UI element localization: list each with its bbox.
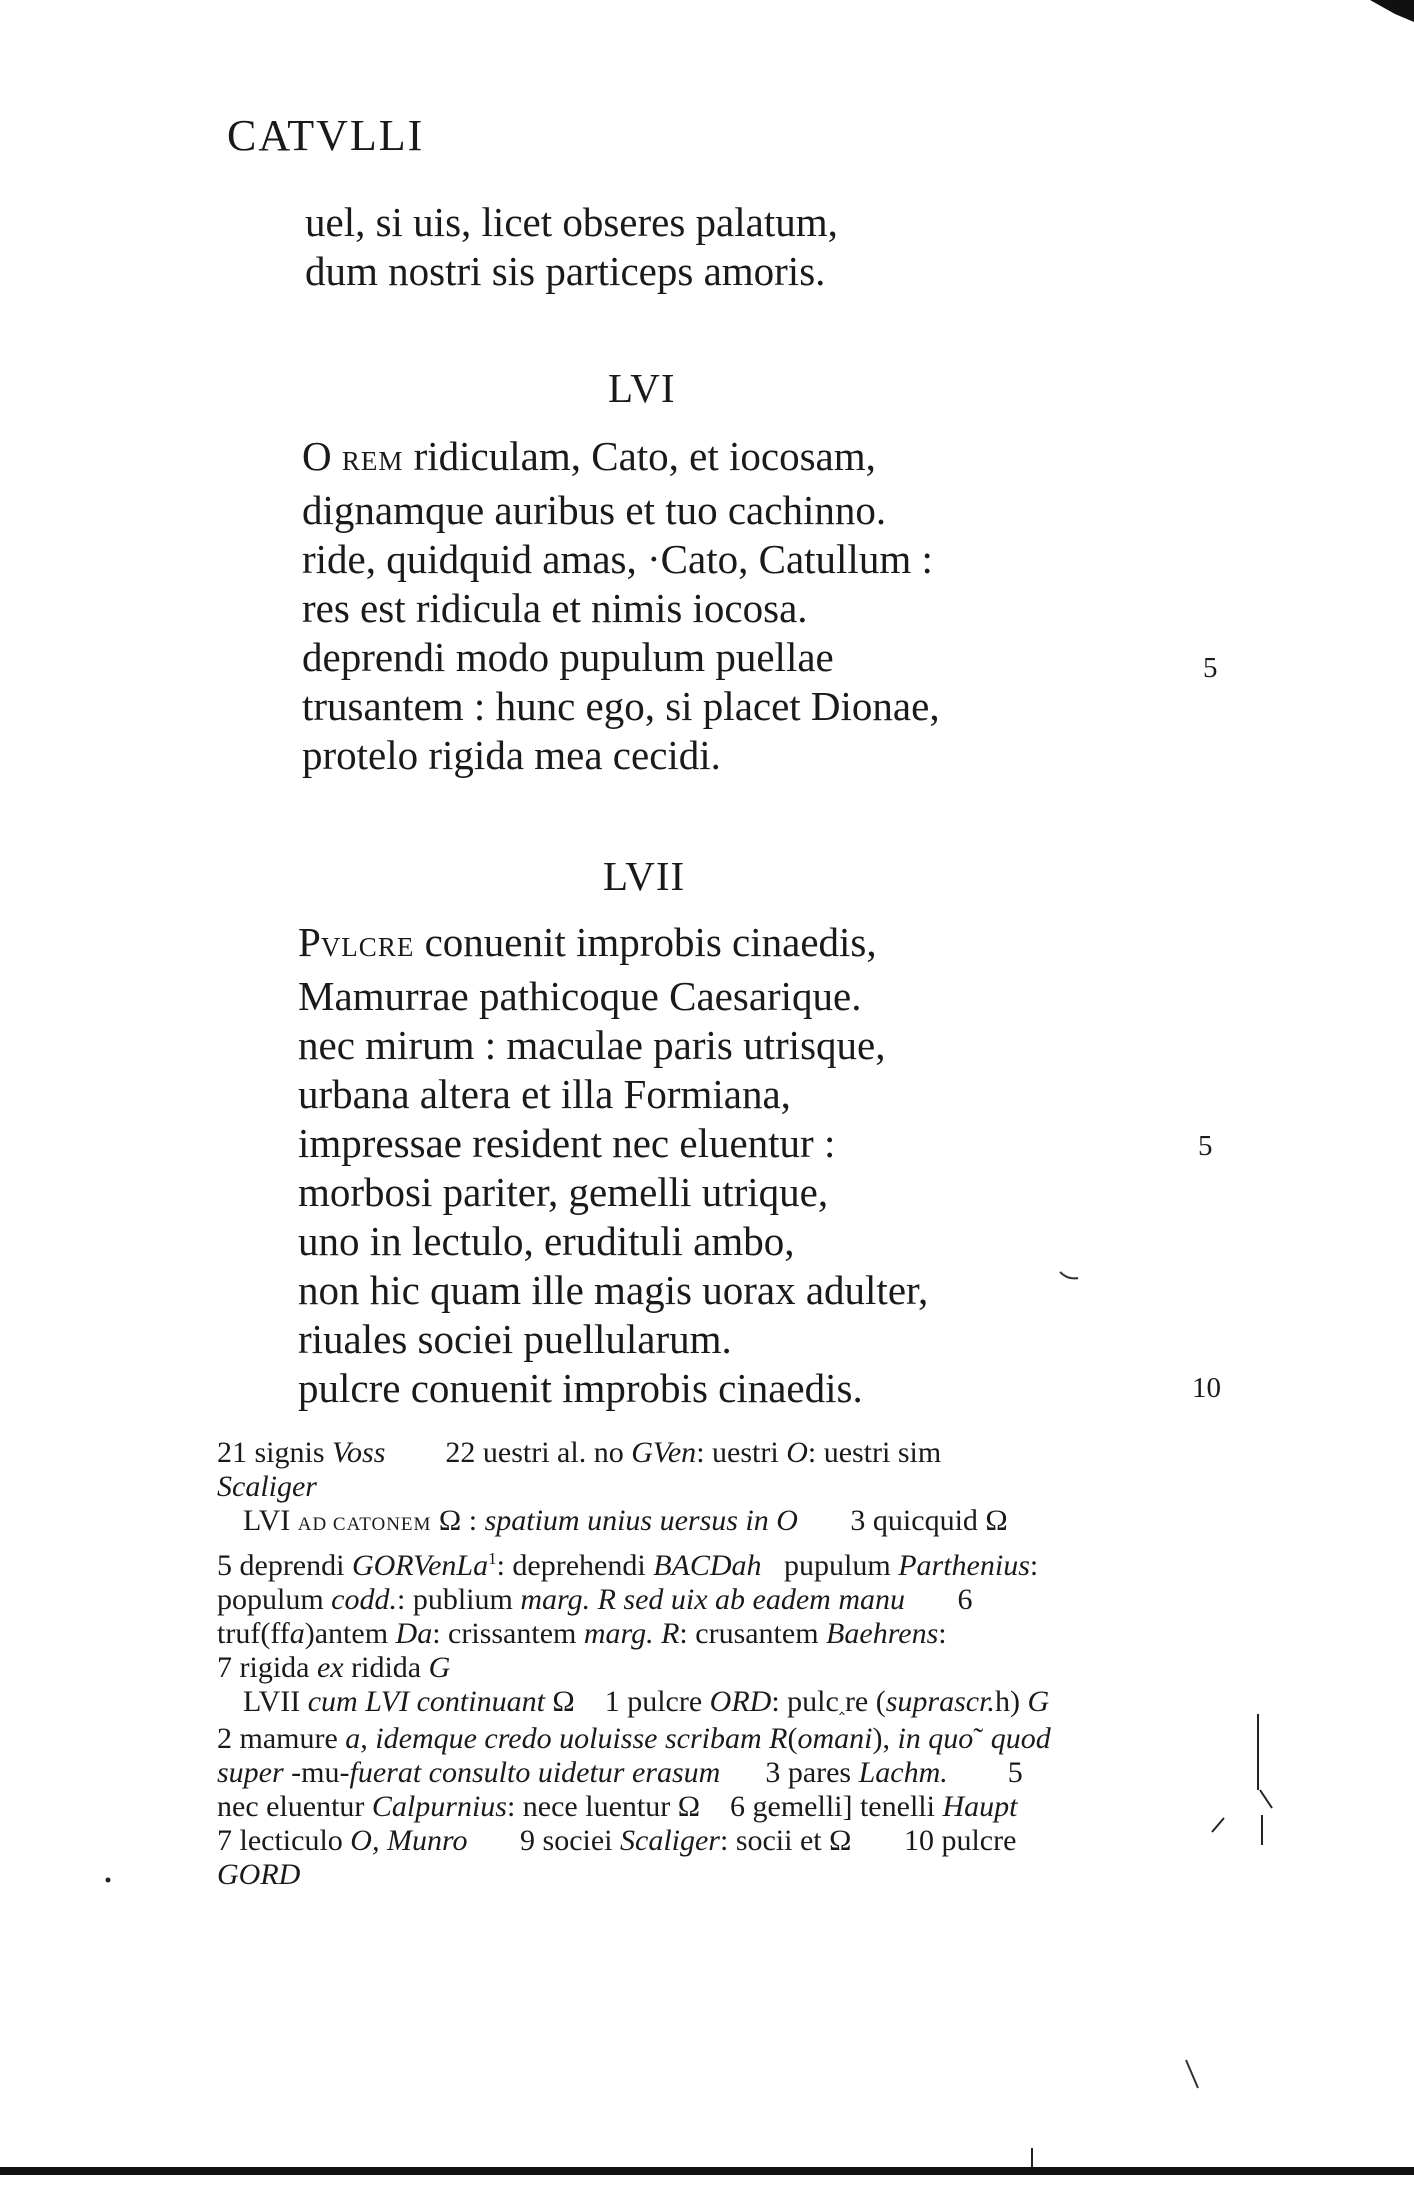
verse-line: morbosi pariter, gemelli utrique, [298, 1169, 829, 1215]
line-number: 5 [1203, 652, 1218, 684]
line-number: 10 [1192, 1372, 1221, 1404]
verse-line: dum nostri sis particeps amoris. [305, 248, 826, 294]
poem-number-56: LVI [608, 365, 676, 411]
apparatus-line: LVII cum LVI continuant Ω 1 pulcre ORD: pulc‸re (suprascr.h) G [243, 1685, 1050, 1718]
apparatus-line: 5 deprendi GORVenLa$^1$: deprehendi BACDah pupulum Parthenius: [217, 1549, 1039, 1582]
verse-line: deprendi modo pupulum puellae [302, 634, 834, 680]
verse-line: impressae resident nec eluentur : [298, 1120, 836, 1166]
verse-line: Mamurrae pathicoque Caesarique. [298, 973, 862, 1019]
apparatus-line: GORD [217, 1858, 301, 1891]
verse-line: riuales sociei puellularum. [298, 1316, 732, 1362]
verse-line: trusantem : hunc ego, si placet Dionae, [302, 683, 940, 729]
apparatus-line: 2 mamure a, idemque credo uoluisse scribam R(omani), in quo˜ quod [217, 1722, 1051, 1755]
corner-mark [1370, 0, 1414, 22]
apparatus-line: Scaliger [217, 1470, 317, 1503]
initial-word: P [298, 919, 321, 965]
line-number: 5 [1198, 1130, 1213, 1162]
verse-line: res est ridicula et nimis iocosa. [302, 585, 808, 631]
apparatus-line: truf(ffa)antem Da: crissantem marg. R: crusantem Baehrens: [217, 1617, 947, 1650]
initial-word: O [302, 433, 332, 479]
apparatus-line: 7 rigida ex ridida G [217, 1651, 451, 1684]
verse-line: urbana altera et illa Formiana, [298, 1071, 791, 1117]
verse-line: uel, si uis, licet obseres palatum, [305, 199, 838, 245]
pen-mark [1060, 1272, 1078, 1278]
verse-line: uno in lectulo, erudituli ambo, [298, 1218, 795, 1264]
apparatus-line: LVI AD CATONEM Ω : spatium unius uersus in O 3 quicquid Ω [243, 1504, 1008, 1537]
verse-text: ridiculam, Cato, et iocosam, [403, 433, 876, 479]
running-head: CATVLLI [227, 111, 425, 160]
apparatus-line: super -mu-fuerat consulto uidetur erasum 3 pares Lachm. 5 [217, 1756, 1023, 1789]
pen-mark [1212, 1818, 1224, 1832]
margin-line [1260, 1790, 1272, 1808]
verse-line: pulcre conuenit improbis cinaedis. [298, 1365, 863, 1411]
verse-line: dignamque auribus et tuo cachinno. [302, 487, 887, 533]
verse-line: nec mirum : maculae paris utrisque, [298, 1022, 886, 1068]
dot-mark [106, 1878, 111, 1883]
small-caps: REM [341, 446, 404, 476]
small-caps: VLCRE [320, 932, 415, 962]
bottom-rule [0, 2167, 1414, 2175]
poem-number-57: LVII [603, 853, 686, 899]
apparatus-line: 7 lecticulo O, Munro 9 sociei Scaliger: socii et Ω 10 pulcre [217, 1824, 1017, 1857]
verse-text: conuenit improbis cinaedis, [414, 919, 877, 965]
verse-line: non hic quam ille magis uorax adulter, [298, 1267, 929, 1313]
verse-line: protelo rigida mea cecidi. [302, 732, 721, 778]
verse-line: ride, quidquid amas, ·Cato, Catullum : [302, 536, 933, 582]
apparatus-line: populum codd.: publium marg. R sed uix ab eadem manu 6 [217, 1583, 973, 1616]
apparatus-line: nec eluentur Calpurnius: nece luentur Ω 6 gemelli] tenelli Haupt [217, 1790, 1018, 1823]
pen-mark [1186, 2060, 1198, 2088]
apparatus-line: 21 signis Voss 22 uestri al. no GVen: uestri O: uestri sim [217, 1436, 942, 1469]
